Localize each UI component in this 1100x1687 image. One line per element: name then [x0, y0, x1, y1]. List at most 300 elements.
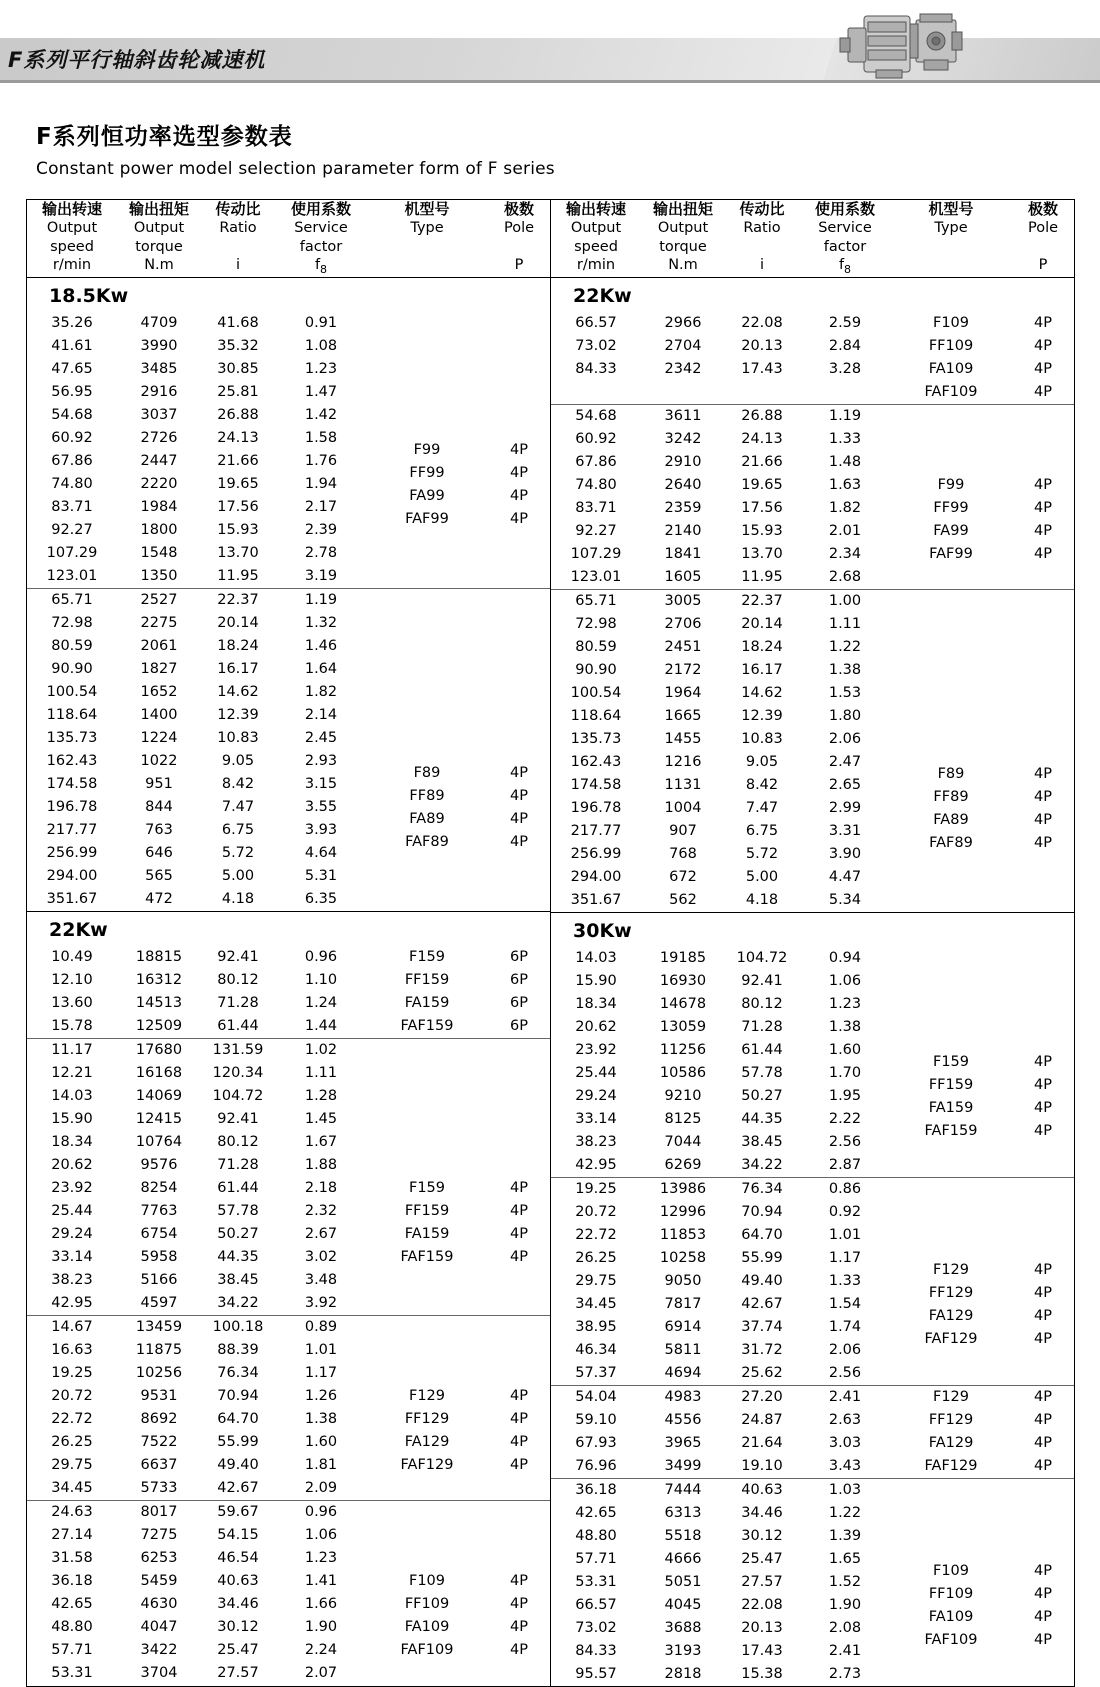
- type-cell: F129 FF129 FA129 FAF129: [400, 1388, 454, 1474]
- cell-value: 844: [145, 799, 173, 816]
- cell-value: 74.80: [51, 476, 93, 493]
- cell-value: 27.57: [741, 1574, 783, 1591]
- cell-value: 30.85: [217, 361, 259, 378]
- cell-value: 3193: [664, 1643, 702, 1660]
- cell-value: 646: [145, 845, 173, 862]
- cell-value: 55.99: [741, 1250, 783, 1267]
- cell-value: 2.22: [828, 1111, 862, 1128]
- parameter-group: [27, 1500, 551, 1685]
- cell-value: 80.59: [575, 639, 617, 656]
- cell-value: 1.90: [304, 1619, 338, 1636]
- cell-value: 42.67: [741, 1296, 783, 1313]
- cell-value: 34.45: [51, 1480, 93, 1497]
- cell-value: 2.67: [304, 1226, 338, 1243]
- power-section: [551, 912, 1074, 1686]
- parameter-group: [27, 588, 551, 911]
- pole-cell: 4P 4P 4P 4P: [1034, 477, 1052, 563]
- cell-value: [641, 381, 725, 404]
- cell-value: 3037: [140, 407, 178, 424]
- cell-value: 21.66: [217, 453, 259, 470]
- cell-value: 80.12: [741, 996, 783, 1013]
- cell-value: 7444: [664, 1482, 702, 1499]
- cell-value: 54.04: [575, 1389, 617, 1406]
- cell-value: 17.56: [741, 500, 783, 517]
- cell-value: 1.42: [304, 407, 338, 424]
- cell-value: 120.34: [212, 1065, 264, 1082]
- cell-value: 14069: [135, 1088, 183, 1105]
- cell-value: 19.10: [741, 1458, 783, 1475]
- cell-value: 351.67: [46, 891, 98, 908]
- cell-value: 1.66: [304, 1596, 338, 1613]
- cell-value: 3.55: [304, 799, 338, 816]
- parameter-table: [26, 199, 1075, 1687]
- cell-value: 38.45: [741, 1134, 783, 1151]
- cell-value: 3.90: [828, 846, 862, 863]
- cell-value: 196.78: [570, 800, 622, 817]
- parameter-group: [551, 589, 1075, 912]
- cell-value: 40.63: [741, 1482, 783, 1499]
- cell-value: 3005: [664, 593, 702, 610]
- cell-value: 2.01: [828, 523, 862, 540]
- cell-value: 84.33: [575, 361, 617, 378]
- cell-value: 19.65: [741, 477, 783, 494]
- gear-motor-icon: [820, 4, 970, 96]
- cell-value: 1.38: [304, 1411, 338, 1428]
- pole-cell: 4P 4P 4P 4P: [510, 441, 528, 527]
- cell-value: 2966: [664, 315, 702, 332]
- pole-cell: 4P 4P 4P 4P: [510, 1573, 528, 1659]
- cell-value: 4709: [140, 315, 178, 332]
- cell-value: 7.47: [745, 800, 779, 817]
- table-row: [551, 1386, 1075, 1410]
- cell-value: 17680: [135, 1042, 183, 1059]
- cell-value: 7817: [664, 1296, 702, 1313]
- table-body-right: [551, 278, 1075, 1687]
- cell-value: 12415: [135, 1111, 183, 1128]
- cell-value: 2916: [140, 384, 178, 401]
- cell-value: 1.38: [828, 1019, 862, 1036]
- pole-cell: 4P 4P 4P 4P: [1034, 315, 1052, 401]
- cell-value: 104.72: [212, 1088, 264, 1105]
- cell-value: 71.28: [217, 995, 259, 1012]
- cell-value: 2.45: [304, 730, 338, 747]
- cell-value: 1.06: [304, 1527, 338, 1544]
- cell-value: 8254: [140, 1180, 178, 1197]
- cell-value: 38.45: [217, 1272, 259, 1289]
- type-cell: F99 FF99 FA99 FAF99: [405, 441, 449, 527]
- cell-value: 26.88: [217, 407, 259, 424]
- cell-value: 57.71: [51, 1642, 93, 1659]
- cell-value: 1.22: [828, 639, 862, 656]
- cell-value: 88.39: [217, 1342, 259, 1359]
- cell-value: 1.52: [828, 1574, 862, 1591]
- cell-value: 123.01: [570, 569, 622, 586]
- cell-value: 49.40: [217, 1457, 259, 1474]
- cell-value: 38.23: [51, 1272, 93, 1289]
- cell-value: 2.39: [304, 522, 338, 539]
- page-banner: [0, 0, 1100, 96]
- cell-value: 174.58: [570, 777, 622, 794]
- cell-value: 2.09: [304, 1480, 338, 1497]
- cell-value: 44.35: [217, 1249, 259, 1266]
- cell-value: 9210: [664, 1088, 702, 1105]
- cell-value: 9531: [140, 1388, 178, 1405]
- cell-value: 12509: [135, 1018, 183, 1035]
- cell-value: 67.93: [575, 1435, 617, 1452]
- cell-value: 1.64: [304, 661, 338, 678]
- cell-value: 217.77: [46, 822, 98, 839]
- cell-value: 20.13: [741, 1620, 783, 1637]
- cell-value: 7522: [140, 1434, 178, 1451]
- cell-value: 8125: [664, 1111, 702, 1128]
- cell-value: 1.17: [304, 1365, 338, 1382]
- cell-value: 38.95: [575, 1319, 617, 1336]
- cell-value: 14.03: [51, 1088, 93, 1105]
- cell-value: 294.00: [46, 868, 98, 885]
- cell-value: 60.92: [575, 431, 617, 448]
- cell-value: [799, 381, 891, 404]
- cell-value: 256.99: [46, 845, 98, 862]
- cell-value: 1.82: [828, 500, 862, 517]
- pole-cell: 4P 4P 4P 4P: [1034, 1562, 1052, 1648]
- table-row: [551, 1479, 1075, 1503]
- cell-value: 31.58: [51, 1550, 93, 1567]
- type-cell: F159 FF159 FA159 FAF159: [400, 1180, 454, 1266]
- cell-value: 10586: [659, 1065, 707, 1082]
- cell-value: 15.38: [741, 1666, 783, 1683]
- cell-value: 1.28: [304, 1088, 338, 1105]
- cell-value: 0.96: [304, 949, 338, 966]
- parameter-group: [551, 404, 1075, 589]
- power-section: [27, 911, 550, 1685]
- cell-value: 2.32: [304, 1203, 338, 1220]
- cell-value: 21.64: [741, 1435, 783, 1452]
- cell-value: 4.18: [221, 891, 255, 908]
- cell-value: 65.71: [51, 592, 93, 609]
- cell-value: 27.57: [217, 1665, 259, 1682]
- cell-value: 1.23: [828, 996, 862, 1013]
- table-row: [27, 589, 551, 613]
- cell-value: 951: [145, 776, 173, 793]
- cell-value: 42.95: [575, 1157, 617, 1174]
- col-header-service-factor: 使用系数 Service factor $f_8$: [290, 200, 351, 277]
- cell-value: 76.34: [741, 1181, 783, 1198]
- table-row: [551, 947, 1075, 970]
- cell-value: 30.12: [741, 1528, 783, 1545]
- cell-value: 47.65: [51, 361, 93, 378]
- cell-value: 26.25: [575, 1250, 617, 1267]
- cell-value: 1.53: [828, 685, 862, 702]
- cell-value: 10256: [135, 1365, 183, 1382]
- col-header-output-torque: 输出扭矩 Output torque N.m: [652, 200, 713, 274]
- cell-value: 3.19: [304, 568, 338, 585]
- cell-value: 22.08: [741, 1597, 783, 1614]
- cell-value: 5.72: [221, 845, 255, 862]
- cell-value: 104.72: [736, 950, 788, 967]
- cell-value: 15.93: [217, 522, 259, 539]
- cell-value: 61.44: [217, 1018, 259, 1035]
- cell-value: 11.95: [217, 568, 259, 585]
- cell-value: 1.80: [828, 708, 862, 725]
- cell-value: 15.93: [741, 523, 783, 540]
- cell-value: 5.34: [828, 892, 862, 909]
- cell-value: 1.38: [828, 662, 862, 679]
- cell-value: 1216: [664, 754, 702, 771]
- cell-value: 71.28: [217, 1157, 259, 1174]
- cell-value: 1.19: [828, 408, 862, 425]
- cell-value: 14678: [659, 996, 707, 1013]
- cell-value: 1841: [664, 546, 702, 563]
- cell-value: 24.87: [741, 1412, 783, 1429]
- cell-value: 4983: [664, 1389, 702, 1406]
- cell-value: 12.21: [51, 1065, 93, 1082]
- cell-value: 14.62: [217, 684, 259, 701]
- cell-value: 15.78: [51, 1018, 93, 1035]
- cell-value: 54.68: [51, 407, 93, 424]
- cell-value: 92.41: [217, 949, 259, 966]
- cell-value: 12.39: [217, 707, 259, 724]
- cell-value: 95.57: [575, 1666, 617, 1683]
- cell-value: 1652: [140, 684, 178, 701]
- cell-value: 1400: [140, 707, 178, 724]
- cell-value: 16.17: [741, 662, 783, 679]
- col-header-type: 机型号 Type: [928, 200, 974, 237]
- cell-value: 30.12: [217, 1619, 259, 1636]
- cell-value: 1.03: [828, 1482, 862, 1499]
- cell-value: 1.45: [304, 1111, 338, 1128]
- cell-value: 18815: [135, 949, 183, 966]
- table-row: [551, 312, 1075, 335]
- cell-value: 4.47: [828, 869, 862, 886]
- cell-value: 66.57: [575, 1597, 617, 1614]
- cell-value: 2447: [140, 453, 178, 470]
- cell-value: 20.72: [51, 1388, 93, 1405]
- cell-value: 5459: [140, 1573, 178, 1590]
- pole-cell: 4P 4P 4P 4P: [1034, 1261, 1052, 1347]
- cell-value: 1.01: [304, 1342, 338, 1359]
- cell-value: 13986: [659, 1181, 707, 1198]
- cell-value: 74.80: [575, 477, 617, 494]
- pole-cell: 6P 6P 6P 6P: [510, 949, 528, 1035]
- cell-value: 34.46: [217, 1596, 259, 1613]
- cell-value: 3990: [140, 338, 178, 355]
- cell-value: 1.67: [304, 1134, 338, 1151]
- document-titles: [0, 96, 1100, 185]
- power-section: [551, 278, 1074, 912]
- cell-value: 5733: [140, 1480, 178, 1497]
- type-cell: F109 FF109 FA109 FAF109: [924, 315, 978, 401]
- cell-value: 24.63: [51, 1504, 93, 1521]
- cell-value: 4666: [664, 1551, 702, 1568]
- cell-value: 49.40: [741, 1273, 783, 1290]
- cell-value: 1.26: [304, 1388, 338, 1405]
- cell-value: 2706: [664, 616, 702, 633]
- cell-value: 2275: [140, 615, 178, 632]
- cell-value: 3242: [664, 431, 702, 448]
- cell-value: 83.71: [51, 499, 93, 516]
- cell-value: 18.24: [741, 639, 783, 656]
- cell-value: 672: [669, 869, 697, 886]
- cell-value: 0.86: [828, 1181, 862, 1198]
- cell-value: 13.70: [217, 545, 259, 562]
- col-header-ratio: 传动比 Ratio i: [215, 200, 261, 274]
- cell-value: 1.08: [304, 338, 338, 355]
- cell-value: 100.54: [46, 684, 98, 701]
- cell-value: 48.80: [575, 1528, 617, 1545]
- cell-value: 67.86: [51, 453, 93, 470]
- cell-value: 1.70: [828, 1065, 862, 1082]
- cell-value: 19.65: [217, 476, 259, 493]
- type-cell: F109 FF109 FA109 FAF109: [924, 1562, 978, 1648]
- table-row: [27, 1501, 551, 1525]
- cell-value: 36.18: [51, 1573, 93, 1590]
- cell-value: 20.72: [575, 1204, 617, 1221]
- cell-value: 2.99: [828, 800, 862, 817]
- cell-value: 57.78: [217, 1203, 259, 1220]
- table-row: [27, 1316, 551, 1340]
- cell-value: 55.99: [217, 1434, 259, 1451]
- col-header-service-factor: 使用系数 Service factor $f_8$: [814, 200, 875, 277]
- cell-value: 472: [145, 891, 173, 908]
- cell-value: 17.43: [741, 1643, 783, 1660]
- type-cell: F159 FF159 FA159 FAF159: [400, 949, 454, 1035]
- cell-value: 1.01: [828, 1227, 862, 1244]
- cell-value: 2.87: [828, 1157, 862, 1174]
- cell-value: 48.80: [51, 1619, 93, 1636]
- cell-value: 65.71: [575, 593, 617, 610]
- cell-value: 11.95: [741, 569, 783, 586]
- table-row: [27, 946, 551, 969]
- cell-value: 1.41: [304, 1573, 338, 1590]
- cell-value: 4694: [664, 1365, 702, 1382]
- cell-value: 19.25: [575, 1181, 617, 1198]
- cell-value: 763: [145, 822, 173, 839]
- parameter-group: [27, 312, 551, 588]
- cell-value: 3704: [140, 1665, 178, 1682]
- cell-value: 1.23: [304, 1550, 338, 1567]
- col-header-pole: 极数 Pole P: [1027, 200, 1059, 274]
- cell-value: 36.18: [575, 1482, 617, 1499]
- cell-value: 1224: [140, 730, 178, 747]
- pole-cell: 4P 4P 4P 4P: [510, 1388, 528, 1474]
- cell-value: 92.27: [51, 522, 93, 539]
- cell-value: [551, 381, 641, 404]
- table-body-left: [27, 278, 551, 1687]
- parameter-group: [551, 1478, 1075, 1686]
- cell-value: 20.62: [575, 1019, 617, 1036]
- cell-value: 14.62: [741, 685, 783, 702]
- cell-value: 10.83: [217, 730, 259, 747]
- cell-value: 123.01: [46, 568, 98, 585]
- cell-value: 34.22: [217, 1295, 259, 1312]
- cell-value: 92.41: [741, 973, 783, 990]
- cell-value: 80.59: [51, 638, 93, 655]
- cell-value: 3.31: [828, 823, 862, 840]
- table-row: [27, 312, 551, 335]
- cell-value: 13059: [659, 1019, 707, 1036]
- cell-value: 34.46: [741, 1505, 783, 1522]
- cell-value: 61.44: [741, 1042, 783, 1059]
- cell-value: 2342: [664, 361, 702, 378]
- cell-value: 8.42: [221, 776, 255, 793]
- cell-value: 59.10: [575, 1412, 617, 1429]
- pole-cell: 4P 4P 4P 4P: [1034, 1389, 1052, 1475]
- cell-value: 3688: [664, 1620, 702, 1637]
- cell-value: 3.43: [828, 1458, 862, 1475]
- cell-value: 2451: [664, 639, 702, 656]
- cell-value: 34.22: [741, 1157, 783, 1174]
- cell-value: 76.96: [575, 1458, 617, 1475]
- parameter-group: [27, 1315, 551, 1500]
- cell-value: 5958: [140, 1249, 178, 1266]
- cell-value: 57.37: [575, 1365, 617, 1382]
- cell-value: 2.07: [304, 1665, 338, 1682]
- cell-value: 42.67: [217, 1480, 259, 1497]
- cell-value: 18.34: [575, 996, 617, 1013]
- cell-value: 1131: [664, 777, 702, 794]
- cell-value: 13.60: [51, 995, 93, 1012]
- cell-value: 10.49: [51, 949, 93, 966]
- cell-value: 44.35: [741, 1111, 783, 1128]
- cell-value: 1.23: [304, 361, 338, 378]
- cell-value: 13459: [135, 1319, 183, 1336]
- cell-value: 1.74: [828, 1319, 862, 1336]
- cell-value: 8017: [140, 1504, 178, 1521]
- cell-value: 12996: [659, 1204, 707, 1221]
- cell-value: 562: [669, 892, 697, 909]
- cell-value: 26.25: [51, 1434, 93, 1451]
- cell-value: 1.60: [828, 1042, 862, 1059]
- cell-value: 2.59: [828, 315, 862, 332]
- cell-value: 23.92: [51, 1180, 93, 1197]
- cell-value: 1004: [664, 800, 702, 817]
- cell-value: 2.93: [304, 753, 338, 770]
- cell-value: 2.06: [828, 1342, 862, 1359]
- cell-value: 196.78: [46, 799, 98, 816]
- type-cell: F159 FF159 FA159 FAF159: [924, 1053, 978, 1139]
- cell-value: 5811: [664, 1342, 702, 1359]
- parameter-group: [551, 312, 1075, 404]
- cell-value: 294.00: [570, 869, 622, 886]
- cell-value: 20.13: [741, 338, 783, 355]
- cell-value: 1.06: [828, 973, 862, 990]
- cell-value: 5518: [664, 1528, 702, 1545]
- cell-value: 118.64: [46, 707, 98, 724]
- cell-value: 10.83: [741, 731, 783, 748]
- cell-value: 25.44: [51, 1203, 93, 1220]
- pole-cell: 4P 4P 4P 4P: [1034, 765, 1052, 851]
- parameter-table-wrapper: [0, 185, 1100, 1687]
- cell-value: 9.05: [221, 753, 255, 770]
- cell-value: 10764: [135, 1134, 183, 1151]
- cell-value: 29.75: [51, 1457, 93, 1474]
- cell-value: 1350: [140, 568, 178, 585]
- cell-value: 92.27: [575, 523, 617, 540]
- cell-value: 768: [669, 846, 697, 863]
- cell-value: 57.71: [575, 1551, 617, 1568]
- cell-value: 27.20: [741, 1389, 783, 1406]
- cell-value: 5.00: [221, 868, 255, 885]
- cell-value: 7275: [140, 1527, 178, 1544]
- cell-value: 2.68: [828, 569, 862, 586]
- cell-value: 5166: [140, 1272, 178, 1289]
- cell-value: 20.14: [217, 615, 259, 632]
- cell-value: 59.67: [217, 1504, 259, 1521]
- cell-value: 53.31: [575, 1574, 617, 1591]
- cell-value: 1964: [664, 685, 702, 702]
- parameter-group: [551, 947, 1075, 1177]
- cell-value: 15.90: [51, 1111, 93, 1128]
